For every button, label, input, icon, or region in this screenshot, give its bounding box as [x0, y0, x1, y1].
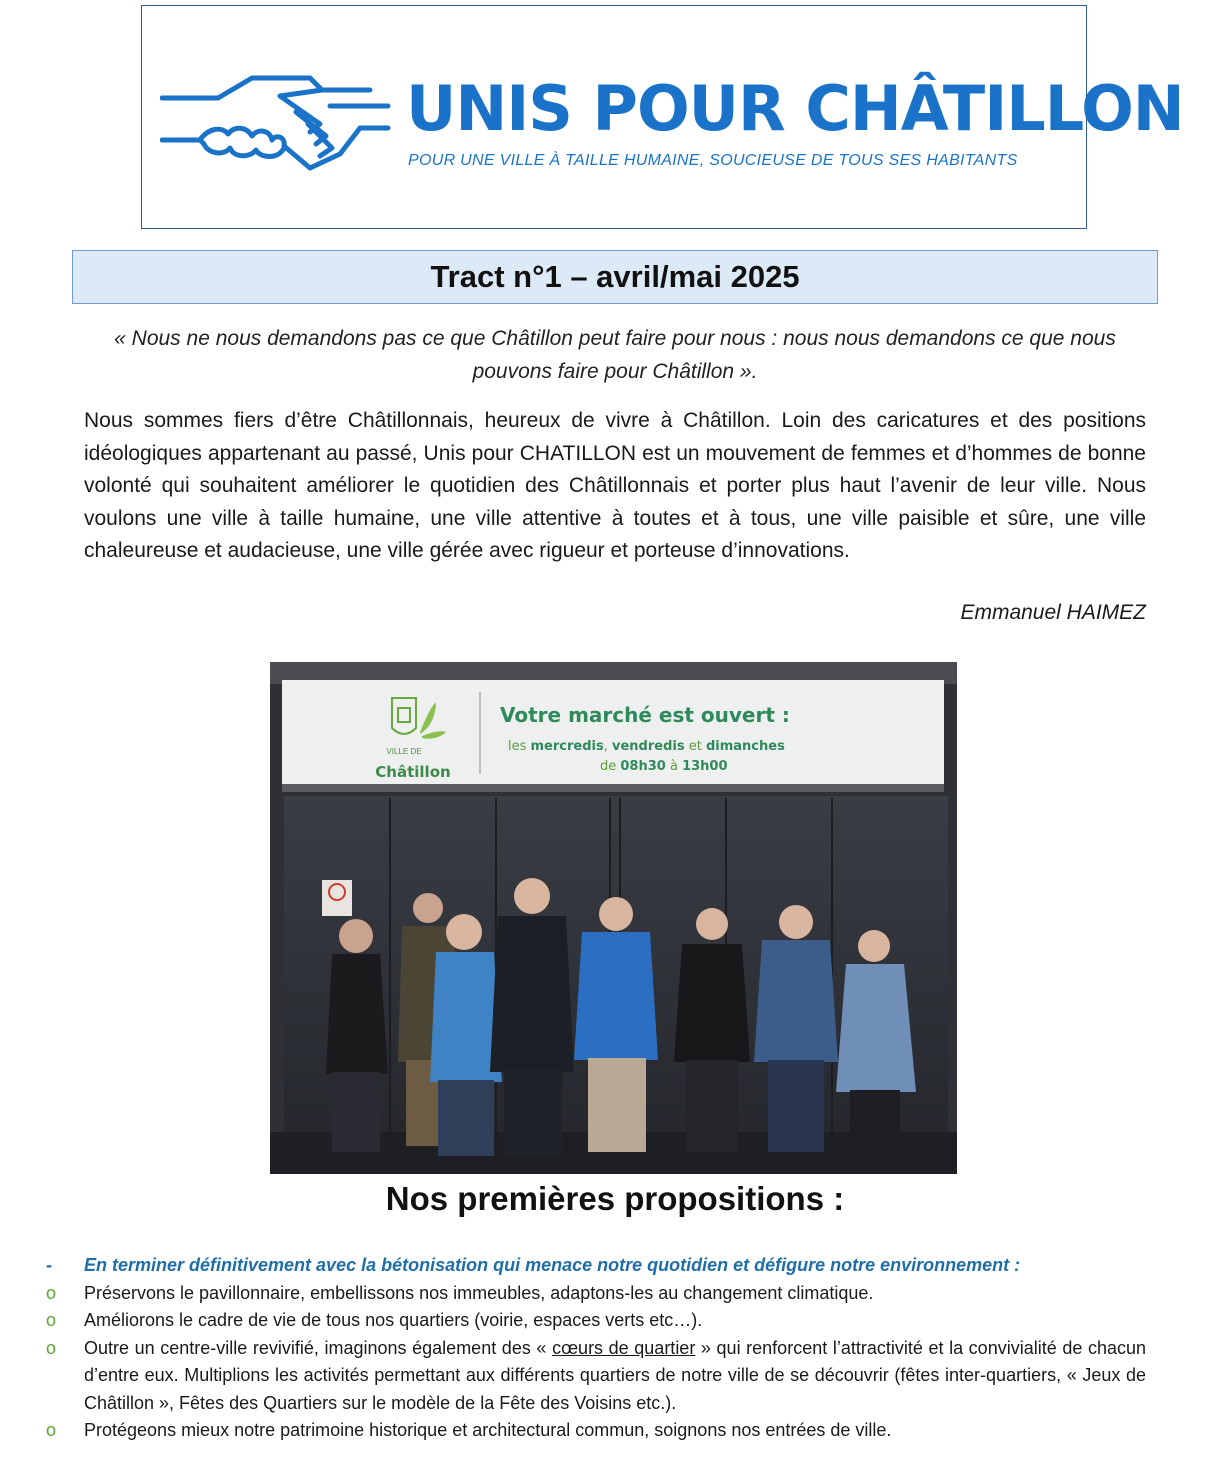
coeurs-de-quartier-term: cœurs de quartier: [552, 1337, 696, 1358]
proposal-heading: [0, 1252, 1230, 1280]
quote: « Nous ne nous demandons pas ce que Châtillon peut faire pour nous : nous nous demandons ce que nous pouvons faire pour Châtillon ».: [114, 327, 1116, 383]
sign-ville-name: Châtillon: [375, 763, 451, 781]
section-title: Nos premières propositions :: [385, 1180, 845, 1217]
list-item: [0, 1280, 1230, 1308]
proposal-heading-text: En terminer définitivement avec la bétonisation qui menace notre quotidien et défigure notre environnement :: [84, 1255, 1021, 1275]
list-item-text: Outre un centre-ville revivifié, imaginons également des « cœurs de quartier » qui renforcent l’attractivité et la convivialité de chacun d’entre eux. Multiplions les activités permettant aux différents quartiers de notre ville de se découvrir (fêtes inter-quartiers, « Jeux de Châtillon », Fêtes des Quartiers sur le modèle de la Fête des Voisins etc.).: [84, 1337, 1146, 1413]
sign-headline: Votre marché est ouvert :: [500, 703, 790, 727]
handshake-icon: [160, 66, 392, 176]
group-photo: [270, 662, 957, 1174]
list-item-text: Préservons le pavillonnaire, embellissons nos immeubles, adaptons-les au changement climatique.: [84, 1282, 874, 1303]
list-item: [0, 1307, 1230, 1335]
list-item: [0, 1335, 1230, 1418]
sign-hours: de 08h30 à 13h00: [600, 759, 728, 774]
list-item: [0, 1417, 1230, 1445]
logo-subtitle: POUR UNE VILLE À TAILLE HUMAINE, SOUCIEUSE DE TOUS SES HABITANTS: [408, 152, 1018, 169]
no-smoking-sign: [322, 880, 352, 916]
list-item-text: Protégeons mieux notre patrimoine historique et architectural commun, soignons nos entrées de ville.: [84, 1420, 892, 1440]
dash-bullet: -: [46, 1255, 52, 1275]
circle-bullet: o: [46, 1282, 57, 1303]
circle-bullet: o: [46, 1337, 57, 1358]
sign-days: les mercredis, vendredis et dimanches: [508, 739, 785, 754]
tract-header: [72, 250, 1158, 304]
tract-title: Tract n°1 – avril/mai 2025: [430, 259, 800, 294]
logo-title: UNIS POUR CHÂTILLON: [406, 72, 1184, 145]
list-item-text: Améliorons le cadre de vie de tous nos quartiers (voirie, espaces verts etc…).: [84, 1310, 703, 1330]
intro-paragraph: Nous sommes fiers d’être Châtillonnais, heureux de vivre à Châtillon. Loin des caricatures et des positions idéologiques appartenant au passé, Unis pour CHATILLON est un mouvement de femmes et d’hommes de bonne volonté qui souhaitent améliorer le quotidien des Châtillonnais et porter plus haut l’avenir de leur ville. Nous voulons une ville à taille humaine, une ville attentive à toutes et à tous, une ville paisible et sûre, une ville chaleureuse et audacieuse, une ville gérée avec rigueur et porteuse d’innovations.: [84, 409, 1146, 563]
proposals-list: [0, 1252, 1230, 1445]
signature: Emmanuel HAIMEZ: [960, 601, 1146, 624]
circle-bullet: o: [46, 1420, 57, 1440]
circle-bullet: o: [46, 1310, 57, 1330]
sign-ville-de: VILLE DE: [386, 747, 422, 756]
logo-banner: [141, 5, 1184, 229]
